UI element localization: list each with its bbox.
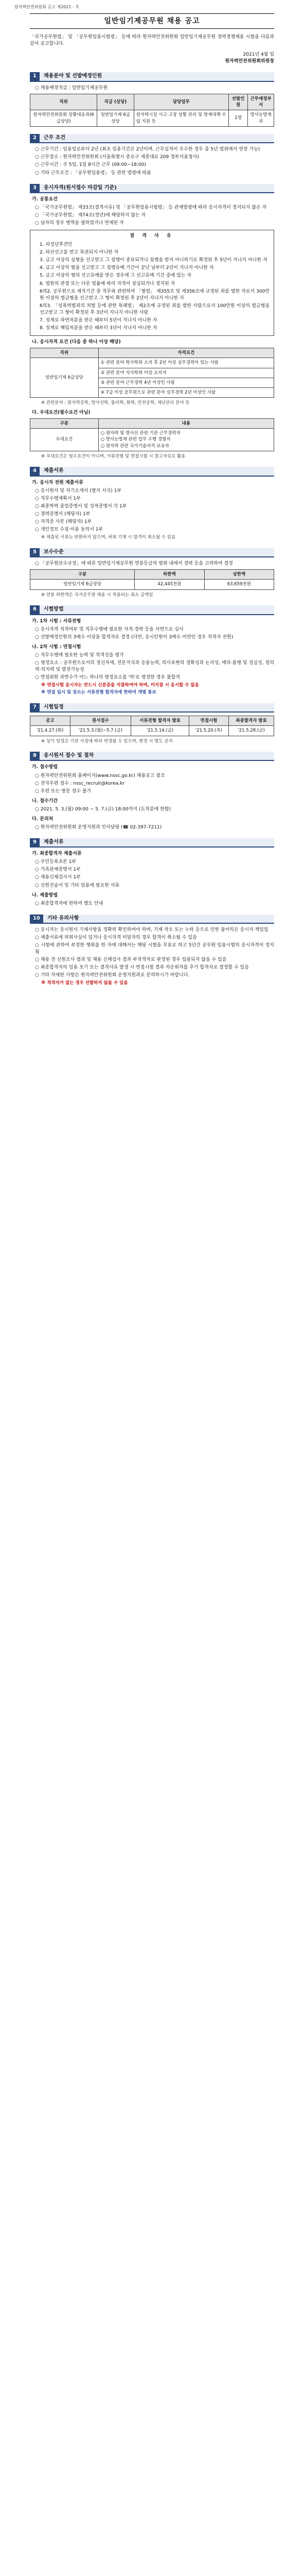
table-cell: ① 관련 분야 학사학위 소지 후 2년 이상 실무경력이 있는 사람: [98, 358, 274, 368]
disqualification-box: [30, 230, 274, 336]
list-item: ○ 시험에 관하여 부정한 행위를 한 자에 대해서는 해당 시험을 무효로 하고 5년간 공무원 임용시험의 응시자격이 정지됨: [35, 943, 274, 955]
table-cell: 1명: [228, 110, 247, 127]
section-9-header: [30, 838, 274, 848]
table-header: 내용: [98, 418, 274, 428]
section-8-header: [30, 752, 274, 761]
table-cell: 방사능방재과: [248, 110, 274, 127]
table-row: [30, 110, 274, 127]
section-4-header: [30, 467, 274, 477]
warning-note: ※ 면접시험 응시자는 반드시 신분증을 지참하여야 하며, 미지참 시 응시할 수 없음: [41, 682, 199, 688]
section-5-header: [30, 548, 274, 558]
table-cell: '21.5.28.(금): [229, 726, 274, 736]
warning-note: ※ 적격자가 없는 경우 선발하지 않을 수 있음: [41, 980, 128, 986]
table-header: 구분: [30, 570, 135, 580]
subsection-title: 가. 최종합격자 제출서류: [32, 851, 82, 857]
list-item: ○ 주민등록초본 1부: [35, 859, 77, 865]
list-item: ○ 경력증명서 (해당자) 1부: [35, 512, 91, 517]
s1-line: ○ 채용예정직급 : 일반임기제공무원: [35, 85, 108, 91]
section-number: 1: [30, 72, 40, 81]
table-header: 구분: [30, 418, 99, 428]
table-header: 근무예정부서: [248, 94, 274, 110]
subsection-title: 다. 우대요건(필수요건 아님): [32, 410, 91, 415]
list-item: ○ 근무시간 : 주 5일, 1일 8시간 근무 (09:00~18:00): [35, 162, 146, 168]
list-item: ○ 「국가공무원법」 제74조(정년)에 해당하지 않는 자: [35, 213, 146, 218]
list-item: ○ 직무수행계획서 1부: [35, 496, 81, 501]
table-cell: 원자력안전위원회 상황대응과(6급상당): [30, 110, 97, 127]
section-title: 채용분야 및 선발예정인원: [40, 72, 274, 81]
list-item: ○ 우편 또는 방문 접수 불가: [35, 788, 92, 794]
table-cell: 63,659천원: [204, 580, 274, 589]
list-item: 8. 징계로 해임처분을 받은 때부터 3년이 지나지 아니한 자: [40, 325, 157, 331]
list-item: ○ 가족관계증명서 1부: [35, 867, 81, 873]
table-header: 자격요건: [98, 348, 274, 358]
note: ※ 제출된 서류는 반환하지 않으며, 허위 기재 시 합격이 취소될 수 있음: [41, 535, 176, 540]
intro-paragraph: 「국가공무원법」 및 「공무원임용시험령」 등에 따라 원자력안전위원회 일반임기제공무원 경력경쟁채용 시험을 다음과 같이 공고합니다.: [30, 34, 274, 46]
section-number: 3: [30, 184, 40, 193]
table-header: 직위: [30, 348, 99, 358]
position-table: [30, 94, 274, 127]
table-header: 최종합격자 발표: [229, 716, 274, 726]
section-6-header: [30, 605, 274, 615]
list-item: ○ 근무장소 : 원자력안전위원회 (서울특별시 종로구 세종대로 209 정부서울청사): [35, 155, 199, 160]
section-title: 기타 유의사항: [43, 914, 274, 923]
table-cell: 일반임기제 6급상당: [97, 110, 134, 127]
subsection-title: 가. 응시자 전원 제출서류: [32, 480, 83, 485]
list-item: 4. 금고 이상의 형을 선고받고 그 집행유예 기간이 끝난 날부터 2년이 지나지 아니한 자: [40, 265, 214, 271]
table-cell: '21.5.20.(목): [189, 726, 229, 736]
table-cell: 우대요건: [30, 429, 99, 451]
list-item: ○ 응시자격 적격여부 및 직무수행에 필요한 자격·경력 등을 서면으로 심사: [35, 626, 184, 632]
section-3-header: [30, 184, 274, 194]
section-number: 5: [30, 548, 40, 557]
subsection-title: 나. 접수기간: [32, 798, 58, 804]
preference-table: [30, 418, 274, 451]
list-item: ○ 신원진술서 및 기타 임용에 필요한 서류: [35, 883, 120, 888]
section-title: 제출서류: [40, 838, 274, 847]
table-cell: '21.5.14.(금): [131, 726, 189, 736]
subsection-title: 가. 공통요건: [32, 197, 58, 202]
list-item: 6의2. 공무원으로 재직기간 중 직무와 관련하여 「형법」 제355조 및 제356조에 규정된 죄를 범한 자로서 300만원 이상의 벌금형을 선고받고 그 형이 확정된 후 2년이 지나지 아니한 자: [40, 289, 270, 301]
table-header: 직급 (상당): [97, 94, 134, 110]
qualification-table: [30, 348, 274, 398]
list-item: ○ 면접위원 과반수가 어느 하나의 평정요소를 '하'로 평정한 경우 불합격: [35, 674, 180, 680]
table-row: [30, 429, 274, 451]
subsection-title: 나. 2차 시험 : 면접시험: [32, 644, 81, 650]
list-item: ○ 최종학력 졸업증명서 및 성적증명서 각 1부: [35, 504, 127, 510]
table-header: 선발인원: [228, 94, 247, 110]
table-header: 하한액: [135, 570, 204, 580]
section-1-header: [30, 72, 274, 82]
signer: 원자력안전위원회위원장: [225, 59, 274, 64]
list-item: ○ 평정요소 : 공무원으로서의 정신자세, 전문지식과 응용능력, 의사표현의 정확성과 논리성, 예의·품행 및 성실성, 창의력·의지력 및 발전가능성: [35, 660, 274, 672]
note: ※ 연봉 하한액은 국가공무원 채용 시 적용되는 최소 금액임: [41, 592, 153, 598]
table-cell: 일반임기제 6급상당: [30, 580, 135, 589]
section-title: 보수수준: [40, 548, 274, 557]
note: ※ 우대요건은 필수요건이 아니며, 서류전형 및 면접시험 시 참고자료로 활용: [41, 454, 186, 460]
list-item: 6의3. 「성폭력범죄의 처벌 등에 관한 특례법」 제2조에 규정된 죄를 범한 사람으로서 100만원 이상의 벌금형을 선고받고 그 형이 확정된 후 3년이 지나지 아니한 사람: [40, 303, 270, 315]
list-item: ○ 응시자는 응시원서 기재사항을 정확히 확인하여야 하며, 기재 착오 또는 누락 등으로 인한 불이익은 응시자 책임임: [35, 927, 269, 933]
table-cell: ② 관련 분야 석사학위 이상 소지자: [98, 368, 274, 378]
document-number: 원자력안전위원회 공고 제2021 - 호: [14, 5, 80, 9]
section-number: 6: [30, 605, 40, 614]
table-cell: ○ 원자력 및 방사선 관련 기관 근무경력자 ○ 방사능방재 관련 업무 수행 경험자 ○ 원자력 관련 국가기술자격 보유자: [98, 429, 274, 451]
table-header: 서류전형 합격자 발표: [131, 716, 189, 726]
list-item: 3. 금고 이상의 실형을 선고받고 그 집행이 종료되거나 집행을 받지 아니하기로 확정된 후 5년이 지나지 아니한 자: [40, 258, 267, 263]
list-item: 1. 피성년후견인: [40, 242, 73, 248]
section-number: 10: [30, 914, 43, 923]
list-item: ○ 직무수행에 필요한 능력 및 적격성을 평가: [35, 652, 124, 658]
salary-table: [30, 569, 274, 590]
section-number: 4: [30, 467, 40, 476]
section-10-header: [30, 914, 274, 924]
list-item: ○ 「국가공무원법」 제33조(결격사유) 및 「공무원임용시험령」 등 관계법령에 따라 응시자격이 정지되지 않은 자: [35, 205, 267, 211]
section-number: 9: [30, 838, 40, 847]
title-bar: [30, 13, 274, 29]
table-header: 원서접수: [70, 716, 131, 726]
page-title: 일반임기제공무원 채용 공고: [104, 16, 200, 25]
announcement-date: 2021년 4월 일: [243, 52, 274, 57]
table-header: 면접시험: [189, 716, 229, 726]
table-header: 공고: [30, 716, 70, 726]
subsection-title: 나. 응시자격 요건 (다음 중 하나 이상 해당): [32, 339, 121, 345]
list-item: ○ 채용신체검사서 1부: [35, 875, 81, 880]
list-item: ○ 채용 전 신원조사 결과 및 채용 신체검사 결과 부적격자로 판정된 경우 임용되지 않을 수 있음: [35, 957, 227, 963]
list-item: ○ 최종합격자에 한하여 별도 안내: [35, 901, 103, 906]
table-cell: 원자력시설 사고·고장 상황 관리 및 방재대책 수립 지원 등: [134, 110, 228, 127]
table-header: 상한액: [204, 570, 274, 580]
table-cell: 일반임기제 6급상당: [30, 358, 99, 398]
list-item: 7. 징계로 파면처분을 받은 때부터 5년이 지나지 아니한 자: [40, 317, 157, 323]
subsection-title: 가. 1차 시험 : 서류전형: [32, 618, 81, 624]
list-item: ○ 제출서류에 허위사실이 있거나 응시자격 미달자의 경우 합격이 취소될 수 있음: [35, 935, 197, 941]
list-item: ○ 기타 자세한 사항은 원자력안전위원회 운영지원과로 문의하시기 바랍니다.: [35, 973, 190, 978]
list-item: ○ 「공무원보수규정」에 따른 일반임기제공무원 연봉등급의 범위 내에서 경력 등을 고려하여 결정: [35, 561, 233, 567]
info-note: ※ 면접 일시 및 장소는 서류전형 합격자에 한하여 개별 통보: [41, 690, 156, 696]
table-cell: '21.5.3.(월)~5.7.(금): [70, 726, 131, 736]
list-item: ○ 근무기간 : 임용일로부터 2년 (최초 임용기간은 2년이며, 근무실적이 우수한 경우 총 5년 범위에서 연장 가능): [35, 147, 260, 152]
section-title: 근무 조건: [40, 134, 274, 143]
section-number: 2: [30, 134, 40, 143]
section-title: 시험방법: [40, 605, 274, 614]
list-item: ○ 응시원서 및 자기소개서 (별지 서식) 1부: [35, 488, 122, 494]
table-row: [30, 358, 274, 368]
section-title: 응시원서 접수 및 절차: [40, 752, 274, 760]
table-cell: ④ 7급 이상 공무원으로 관련 분야 실무경력 2년 이상인 사람: [98, 388, 274, 398]
list-item: ○ 기타 근무조건 : 「공무원임용령」 등 관련 법령에 따름: [35, 170, 151, 176]
subsection-title: 가. 접수방법: [32, 765, 58, 770]
list-item: ○ 최종합격자의 임용 포기 또는 결격사유 발생 시 면접시험 결과 차순위자를 추가 합격자로 결정할 수 있음: [35, 965, 249, 971]
list-item: ○ 자격증 사본 (해당자) 1부: [35, 519, 92, 525]
section-number: 8: [30, 752, 40, 760]
section-title: 응시자격(원서접수 마감일 기준): [40, 184, 274, 193]
schedule-table: [30, 716, 274, 736]
table-cell: 42,445천원: [135, 580, 204, 589]
list-item: 2. 파산선고를 받고 복권되지 아니한 자: [40, 250, 119, 256]
table-header: 직위: [30, 94, 97, 110]
box-title: 결 격 사 유: [130, 233, 174, 239]
section-title: 제출서류: [40, 467, 274, 476]
list-item: ○ 남자의 경우 병역을 필하였거나 면제된 자: [35, 221, 124, 226]
list-item: ○ 원자력안전위원회 홈페이지(www.nssc.go.kr) 채용공고 참조: [35, 773, 165, 778]
section-number: 7: [30, 703, 40, 712]
note: ※ 관련분야 : 원자력공학, 방사선학, 물리학, 화학, 안전공학, 재난관리 분야 등: [41, 400, 190, 406]
subsection-title: 다. 문의처: [32, 816, 53, 822]
section-2-header: [30, 134, 274, 144]
list-item: 5. 금고 이상의 형의 선고유예를 받은 경우에 그 선고유예 기간 중에 있는 자: [40, 273, 192, 279]
table-row: [30, 726, 274, 736]
list-item: ○ 개인정보 수집·이용 동의서 1부: [35, 527, 103, 533]
list-item: ○ 원자력안전위원회 운영지원과 인사담당 (☎ 02-397-7211): [35, 824, 162, 830]
list-item: ○ 2021. 5. 3.(월) 09:00 ~ 5. 7.(금) 18:00까지 (도착분에 한함): [35, 806, 171, 812]
list-item: ○ 전자우편 접수 : nssc_recruit@korea.kr: [35, 781, 125, 786]
section-7-header: [30, 703, 274, 713]
subsection-title: 나. 제출방법: [32, 892, 58, 898]
list-item: 6. 법원의 판결 또는 다른 법률에 따라 자격이 상실되거나 정지된 자: [40, 281, 175, 286]
section-title: 시험일정: [40, 703, 274, 712]
list-item: ○ 선발예정인원의 3배수 이상을 합격자로 결정 (다만, 응시인원이 3배수 미만인 경우 적격자 전원): [35, 634, 234, 640]
note: ※ 상기 일정은 기관 사정에 따라 변경될 수 있으며, 변경 시 별도 공지: [41, 738, 173, 744]
table-cell: ③ 관련 분야 근무경력 4년 이상인 사람: [98, 378, 274, 387]
table-cell: '21.4.27.(화): [30, 726, 70, 736]
table-header: 담당업무: [134, 94, 228, 110]
table-row: [30, 580, 274, 589]
